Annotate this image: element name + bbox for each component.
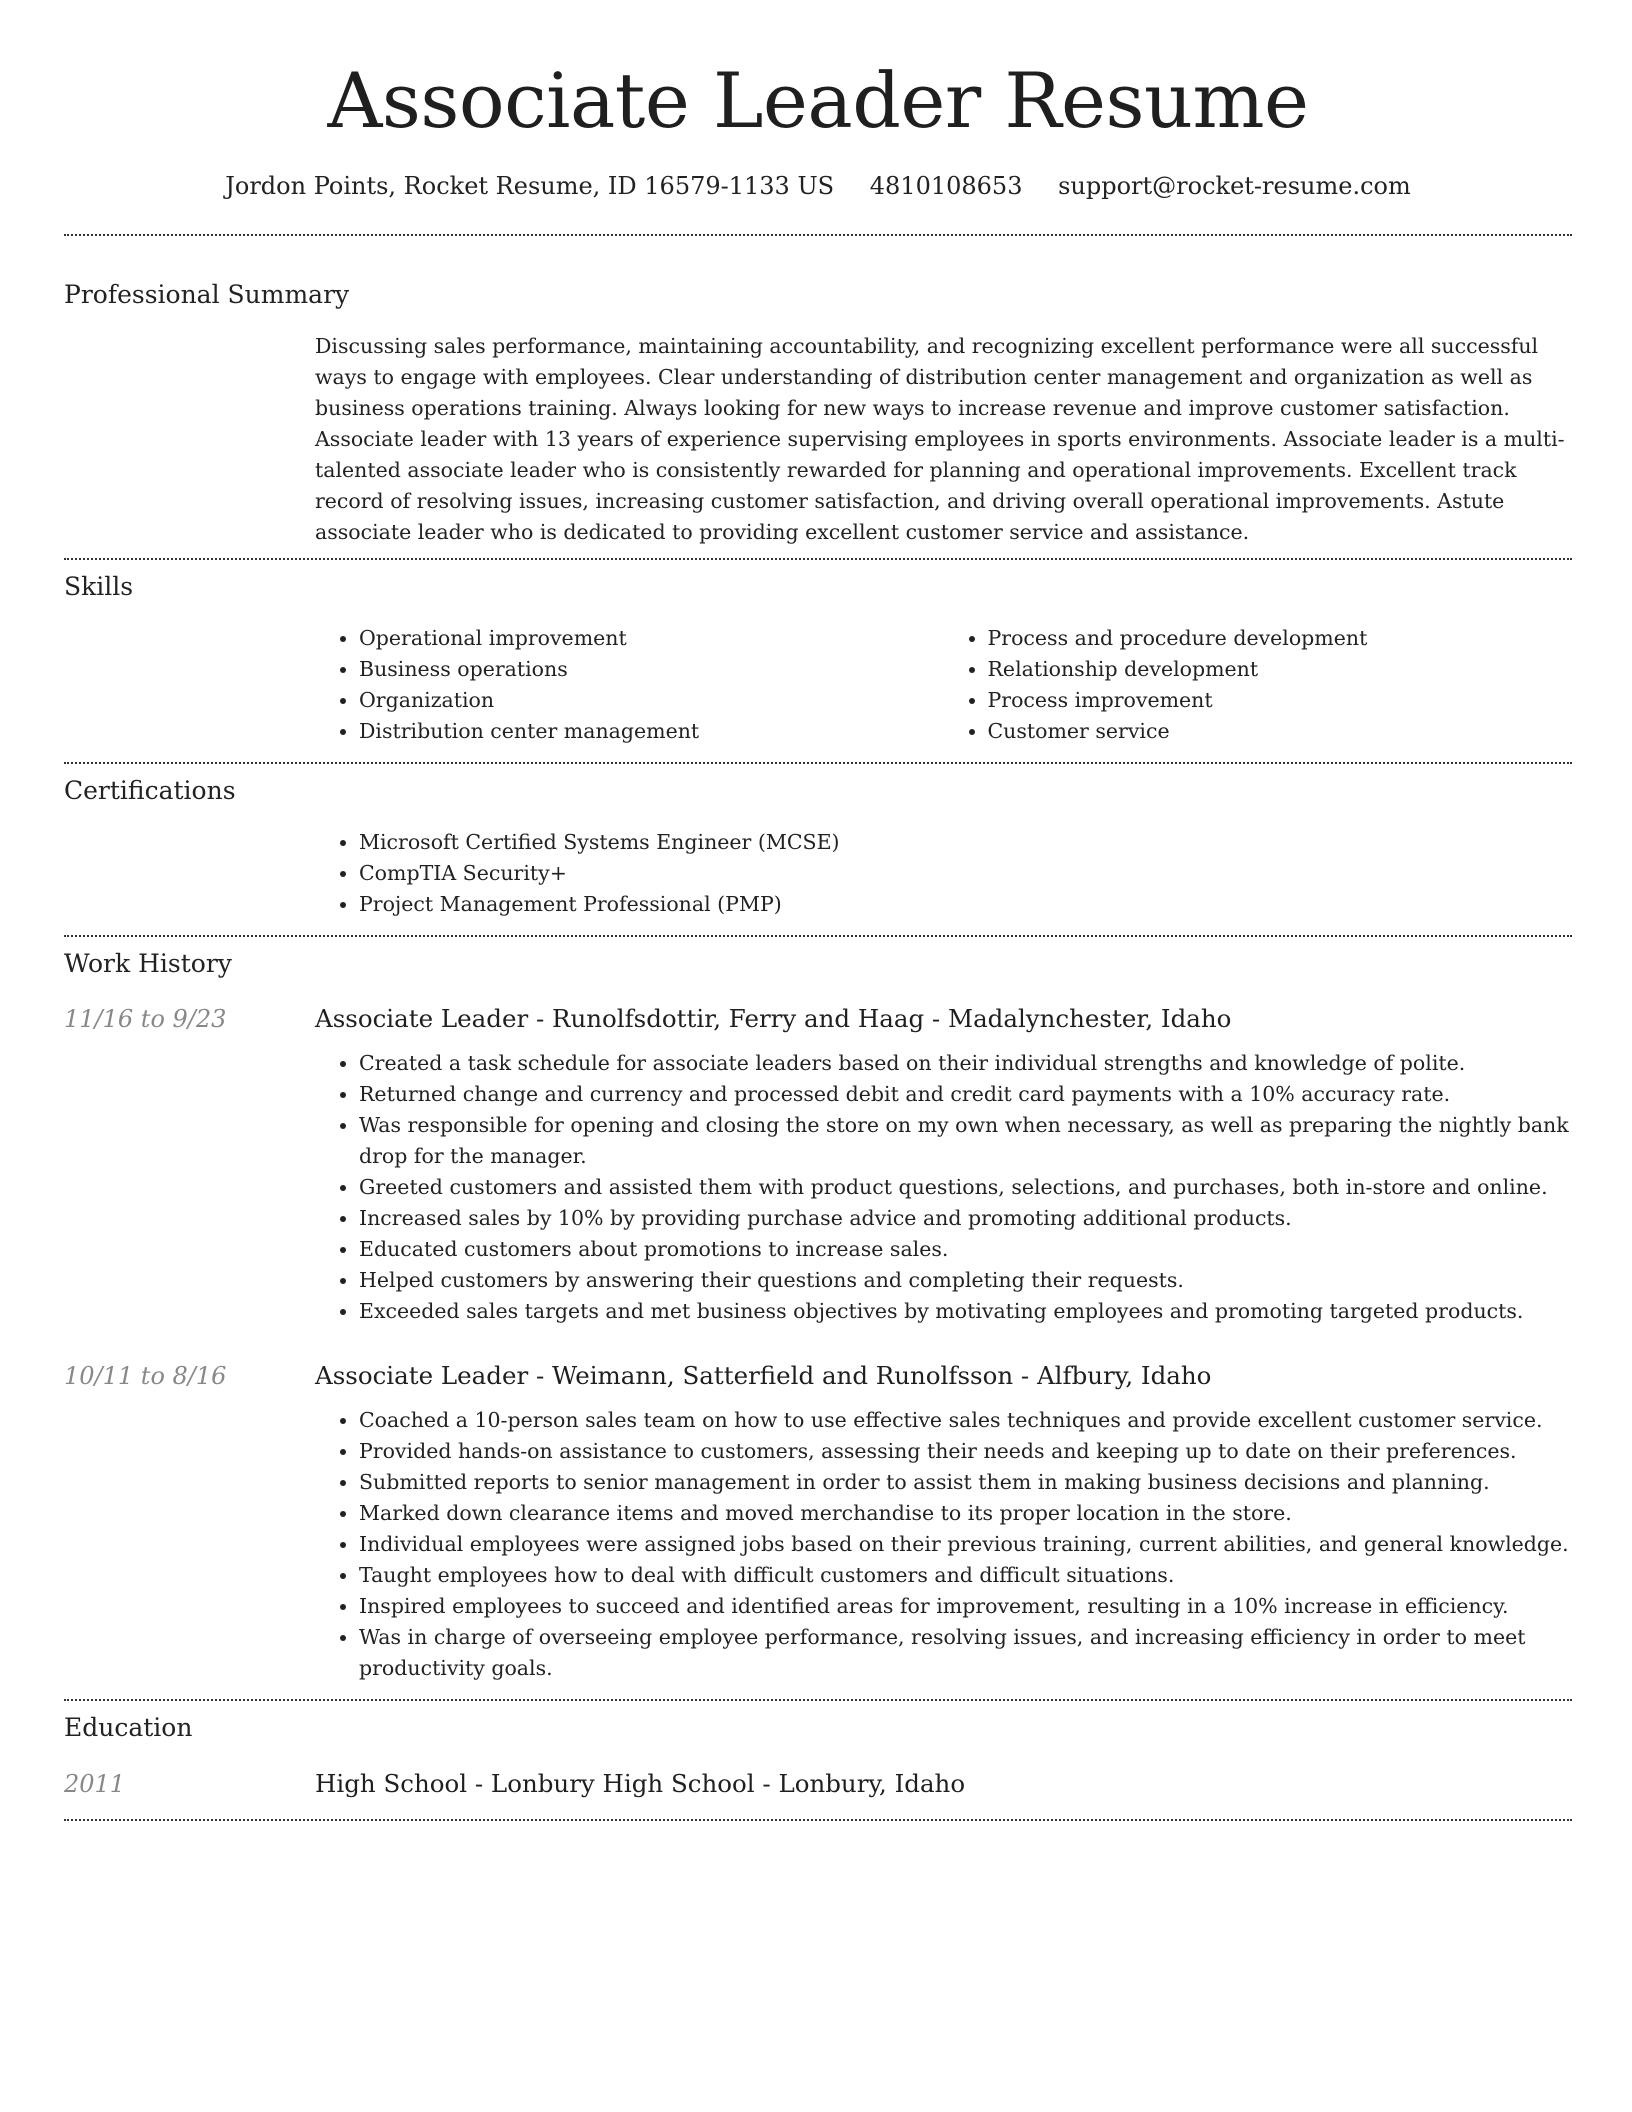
job-bullet: • Inspired employees to succeed and identified areas for improvement, resulting in a 10% increase in efficiency. [359, 1591, 1572, 1622]
job-bullet: • Educated customers about promotions to increase sales. [359, 1234, 1572, 1265]
contact-address: Jordon Points, Rocket Resume, ID 16579-1133 US [225, 172, 835, 200]
education-title: High School - Lonbury High School - Lonbury, Idaho [315, 1769, 966, 1798]
certification-item: • CompTIA Security+ [359, 858, 1572, 889]
job-entry [64, 1002, 1572, 1327]
job-bullet: • Marked down clearance items and moved merchandise to its proper location in the store. [359, 1498, 1572, 1529]
job-bullet: • Individual employees were assigned jobs based on their previous training, current abilities, and general knowledge. [359, 1529, 1572, 1560]
job-bullet: • Exceeded sales targets and met business objectives by motivating employees and promoting targeted products. [359, 1296, 1572, 1327]
skill-item: • Relationship development [988, 654, 1573, 685]
job-bullets [315, 1405, 1572, 1684]
skills-list-left [315, 623, 944, 747]
section-summary [64, 236, 1572, 558]
section-skills [64, 560, 1572, 762]
section-heading-skills: Skills [64, 572, 134, 601]
skills-grid [315, 623, 1572, 762]
contact-email: support@rocket-resume.com [1058, 172, 1411, 200]
job-bullet: • Helped customers by answering their questions and completing their requests. [359, 1265, 1572, 1296]
job-bullet: • Increased sales by 10% by providing purchase advice and promoting additional products. [359, 1203, 1572, 1234]
certifications-list [315, 827, 1572, 920]
job-dates: 11/16 to 9/23 [64, 1005, 227, 1033]
job-bullet: • Submitted reports to senior management in order to assist them in making business decisions and planning. [359, 1467, 1572, 1498]
job-bullet: • Taught employees how to deal with difficult customers and difficult situations. [359, 1560, 1572, 1591]
job-header [64, 1359, 1572, 1393]
section-education [64, 1701, 1572, 1819]
skill-item: • Operational improvement [359, 623, 944, 654]
job-bullet: • Greeted customers and assisted them with product questions, selections, and purchases, both in-store and online. [359, 1172, 1572, 1203]
job-bullets-wrap [315, 1048, 1572, 1327]
skill-item: • Business operations [359, 654, 944, 685]
job-dates: 10/11 to 8/16 [64, 1362, 227, 1390]
job-title: Associate Leader - Weimann, Satterfield and Runolfsson - Alfbury, Idaho [315, 1361, 1212, 1390]
summary-text: Discussing sales performance, maintaining accountability, and recognizing excellent performance were all successful ways to engage with employees. Clear understanding of distribution center management and organization as well as business operations training. Always looking for new ways to increase revenue and improve customer satisfaction. Associate leader with 13 years of experience supervising employees in sports environments. Associate leader is a multi-talented associate leader who is consistently rewarded for planning and operational improvements. Excellent track record of resolving issues, increasing customer satisfaction, and driving overall operational improvements. Astute associate leader who is dedicated to providing excellent customer service and assistance. [315, 334, 1565, 544]
skill-item: • Process improvement [988, 685, 1573, 716]
job-entry [64, 1359, 1572, 1699]
skills-list-right [944, 623, 1573, 747]
skill-item: • Organization [359, 685, 944, 716]
job-header [64, 1002, 1572, 1036]
job-bullet: • Provided hands-on assistance to customers, assessing their needs and keeping up to date on their preferences. [359, 1436, 1572, 1467]
divider [64, 1819, 1572, 1821]
section-heading-certifications: Certifications [64, 776, 236, 805]
skill-item: • Customer service [988, 716, 1573, 747]
certifications-list-wrap [315, 827, 1572, 935]
job-bullet: • Created a task schedule for associate leaders based on their individual strengths and knowledge of polite. [359, 1048, 1572, 1079]
job-bullet: • Was responsible for opening and closing the store on my own when necessary, as well as preparing the nightly bank drop for the manager. [359, 1110, 1572, 1172]
skill-item: • Process and procedure development [988, 623, 1573, 654]
contact-info [64, 170, 1572, 202]
education-entry [64, 1767, 1572, 1819]
certification-item: • Project Management Professional (PMP) [359, 889, 1572, 920]
education-year: 2011 [64, 1770, 126, 1798]
job-bullet: • Was in charge of overseeing employee performance, resolving issues, and increasing efficiency in order to meet productivity goals. [359, 1622, 1572, 1684]
skill-item: • Distribution center management [359, 716, 944, 747]
contact-phone: 4810108653 [869, 172, 1023, 200]
certification-item: • Microsoft Certified Systems Engineer (MCSE) [359, 827, 1572, 858]
resume-page [64, 0, 1572, 1821]
job-bullets-wrap [315, 1405, 1572, 1699]
section-work-history [64, 937, 1572, 1699]
section-heading-work-history: Work History [64, 949, 232, 978]
section-heading-education: Education [64, 1713, 193, 1742]
job-bullet: • Coached a 10-person sales team on how to use effective sales techniques and provide excellent customer service. [359, 1405, 1572, 1436]
job-bullets [315, 1048, 1572, 1327]
section-heading-summary: Professional Summary [64, 280, 350, 309]
job-bullet: • Returned change and currency and processed debit and credit card payments with a 10% accuracy rate. [359, 1079, 1572, 1110]
job-title: Associate Leader - Runolfsdottir, Ferry and Haag - Madalynchester, Idaho [315, 1004, 1232, 1033]
section-certifications [64, 764, 1572, 935]
resume-title: Associate Leader Resume [327, 56, 1309, 145]
